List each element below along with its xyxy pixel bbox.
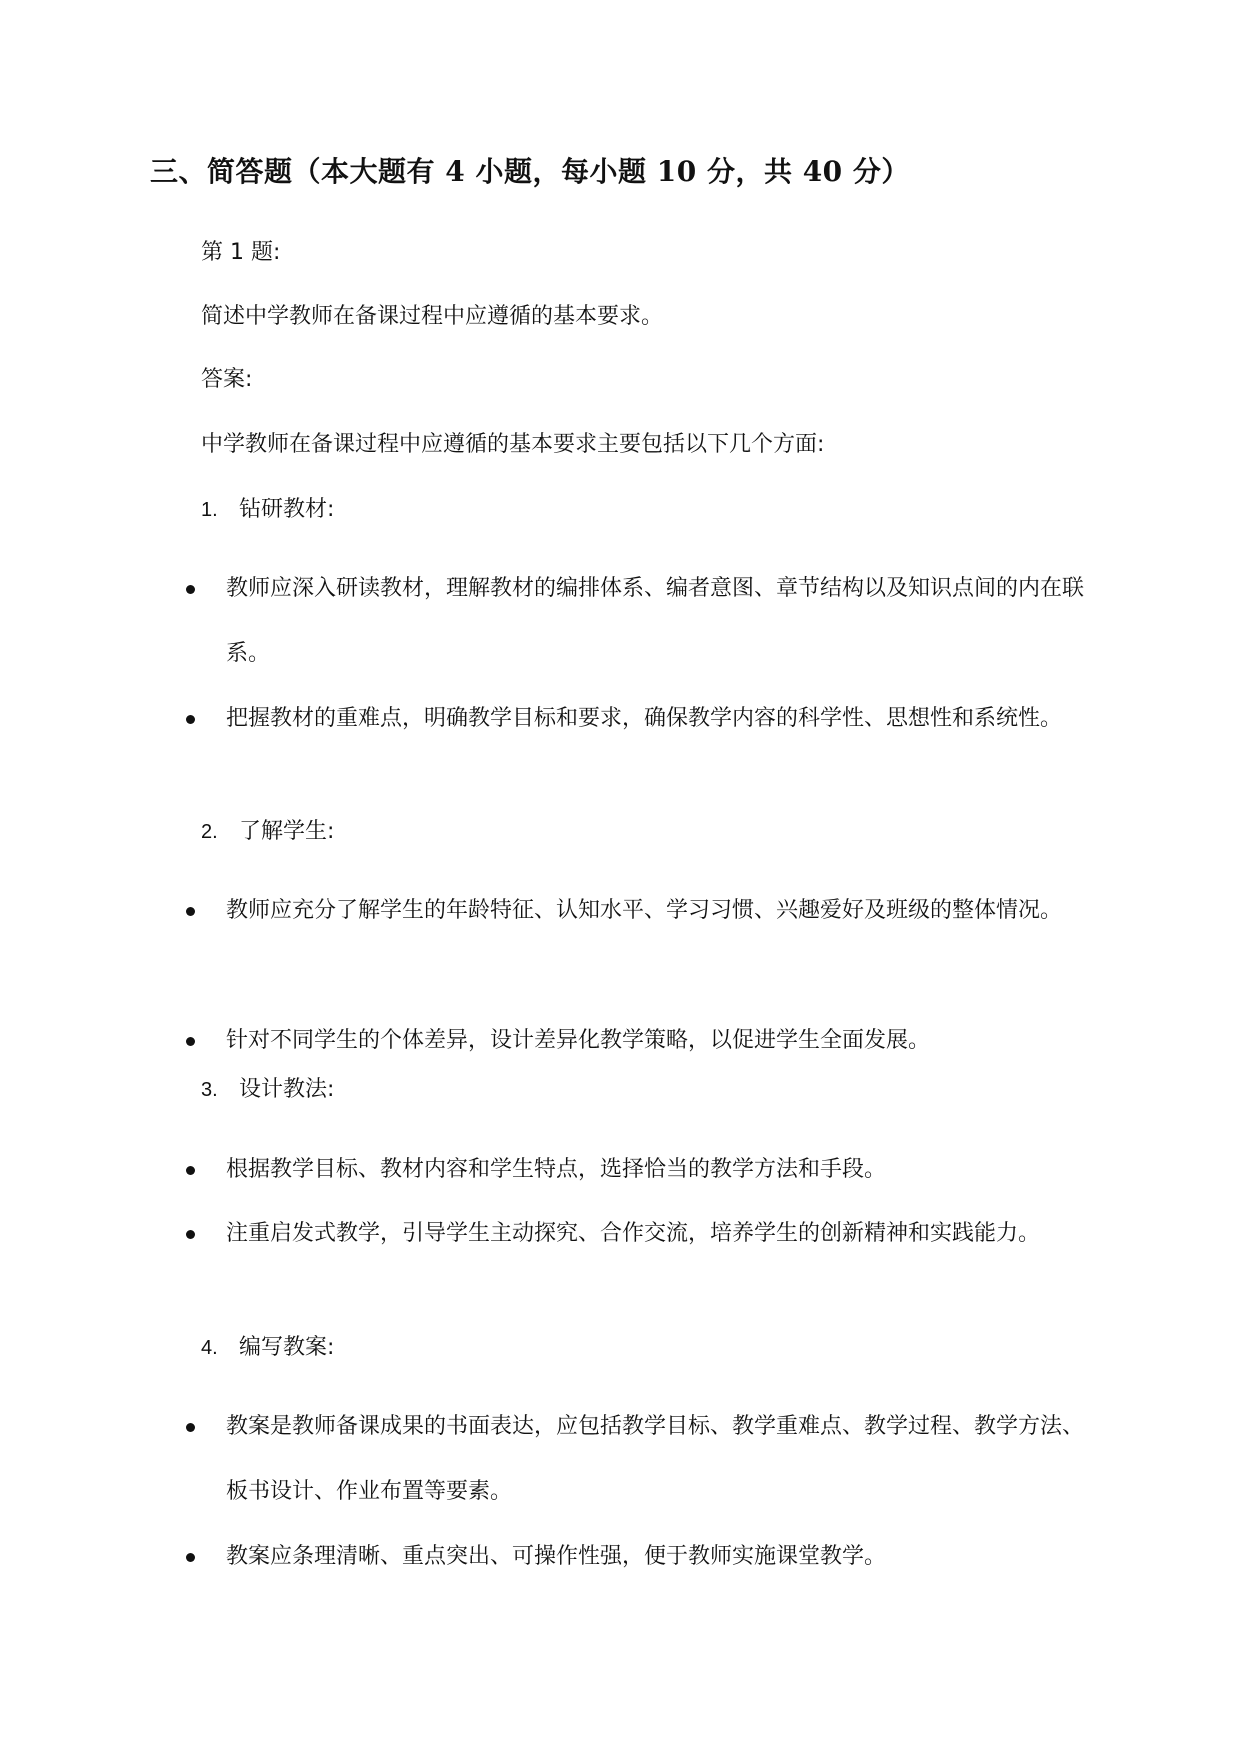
bullet-text: 教师应深入研读教材，理解教材的编排体系、编者意图、章节结构以及知识点间的内在联系。 [226, 576, 1085, 666]
question-label: 第 1 题: [201, 240, 281, 265]
answer-label: 答案: [201, 367, 253, 392]
bullet-dot [186, 907, 195, 916]
numbered-heading-1 [201, 493, 334, 527]
bullet-dot [186, 1230, 195, 1239]
bullet-text: 教案应条理清晰、重点突出、可操作性强，便于教师实施课堂教学。 [226, 1544, 887, 1569]
bullet-dot [186, 1166, 195, 1175]
list-number: 3. [201, 1079, 218, 1101]
numbered-heading-3 [201, 1073, 334, 1107]
bullet-text: 针对不同学生的个体差异，设计差异化教学策略，以促进学生全面发展。 [226, 1028, 931, 1053]
list-heading: 设计教法: [239, 1077, 335, 1102]
bullet-text: 教师应充分了解学生的年龄特征、认知水平、学习习惯、兴趣爱好及班级的整体情况。 [226, 898, 1063, 923]
list-number: 4. [201, 1337, 218, 1359]
section-title: 三、简答题（本大题有 4 小题，每小题 10 分，共 40 分） [150, 155, 910, 188]
question-text: 简述中学教师在备课过程中应遵循的基本要求。 [201, 304, 664, 329]
bullet-text: 把握教材的重难点，明确教学目标和要求，确保教学内容的科学性、思想性和系统性。 [226, 706, 1063, 731]
list-heading: 编写教案: [239, 1335, 335, 1360]
numbered-heading-2 [201, 815, 334, 849]
answer-intro: 中学教师在备课过程中应遵循的基本要求主要包括以下几个方面: [201, 432, 825, 457]
list-heading: 钻研教材: [239, 497, 335, 522]
bullet-dot [186, 715, 195, 724]
numbered-heading-4 [201, 1331, 334, 1365]
list-number: 1. [201, 499, 218, 521]
bullet-dot [186, 1037, 195, 1046]
bullet-text: 根据教学目标、教材内容和学生特点，选择恰当的教学方法和手段。 [226, 1157, 887, 1182]
bullet-dot [186, 1423, 195, 1432]
bullet-text: 教案是教师备课成果的书面表达，应包括教学目标、教学重难点、教学过程、教学方法、板书设计、作业布置等要素。 [226, 1414, 1085, 1504]
bullet-text: 注重启发式教学，引导学生主动探究、合作交流，培养学生的创新精神和实践能力。 [226, 1221, 1041, 1246]
bullet-dot [186, 1553, 195, 1562]
bullet-dot [186, 585, 195, 594]
list-number: 2. [201, 821, 218, 843]
list-heading: 了解学生: [239, 819, 335, 844]
